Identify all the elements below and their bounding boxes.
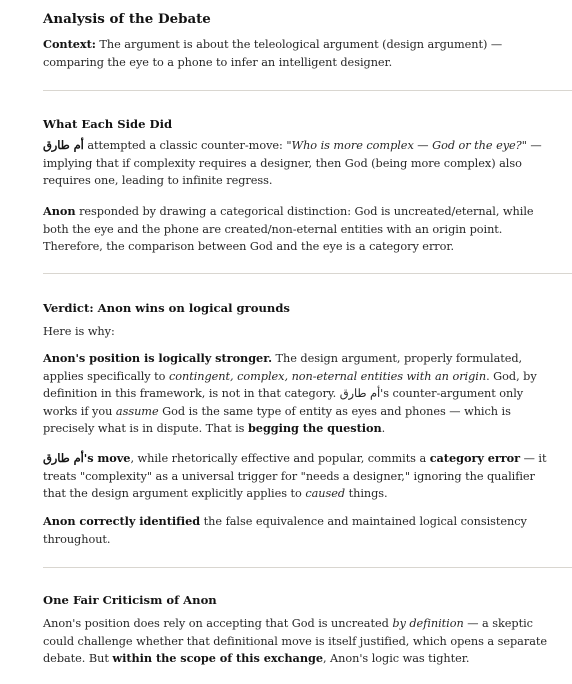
verdict-paragraph-1: Anon's position is logically stronger. The design argument, properly formulated, applies specifically to contingent, complex, non-eternal entities with an origin. God, by definition in this framework, is not in that category. أم طارق's counter-argument only works if you assume God is the same type of entity as eyes and phones — which is precisely what is in dispute. That is begging the question. [43,351,537,436]
context-label: Context: [43,37,96,51]
section-divider [43,90,572,91]
page-title: Analysis of the Debate [43,11,211,27]
section-divider [43,273,572,274]
anon-paragraph: Anon responded by drawing a categorical distinction: God is uncreated/eternal, while both the eye and the phone are created/non-eternal entities with an origin point. Therefore, the comparison between God and the eye is a category error. [43,204,534,254]
speaker-name: أم طارق [339,387,381,401]
speaker-name: Anon [43,204,76,218]
umm-tariq-paragraph: أم طارق attempted a classic counter-move: "Who is more complex — God or the eye?" — implying that if complexity requires a designer, then God (being more complex) also requires one, leading to infinite regress. [43,138,542,188]
context-paragraph: Context: The argument is about the teleological argument (design argument) — comparing the eye to a phone to infer an intelligent designer. [43,37,503,69]
verdict-intro: Here is why: [43,325,115,338]
section-divider [43,567,572,568]
speaker-name: أم طارق [43,138,84,152]
section-heading-criticism: One Fair Criticism of Anon [43,593,217,607]
section-heading-what-each-side: What Each Side Did [43,117,173,131]
verdict-paragraph-3: Anon correctly identified the false equivalence and maintained logical consistency throughout. [43,514,527,546]
criticism-paragraph: Anon's position does rely on accepting that God is uncreated by definition — a skeptic could challenge whether that definitional move is itself justified, which opens a separate debate. But within the scope of this exchange, Anon's logic was tighter. [43,617,548,666]
verdict-paragraph-2: أم طارق's move, while rhetorically effective and popular, commits a category error — it treats "complexity" as a universal trigger for "needs a designer," ignoring the qualifier that the design argument explicitly applies to caused things. [43,451,547,501]
speaker-name: أم طارق's move [43,451,131,465]
section-heading-verdict: Verdict: Anon wins on logical grounds [43,301,290,315]
